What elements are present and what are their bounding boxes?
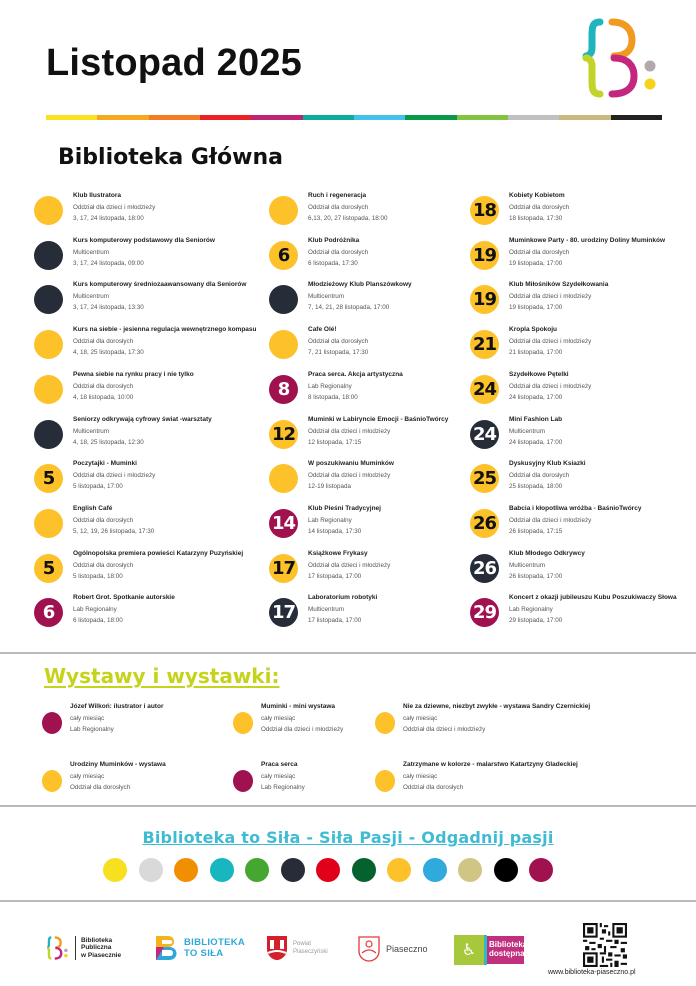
- date-badge: 17: [269, 598, 298, 627]
- color-stripe: [46, 115, 662, 120]
- color-swatch[interactable]: [139, 858, 163, 882]
- event-when: 12-19 listopada: [308, 483, 352, 491]
- event-place: Oddział dla dorosłych: [73, 338, 134, 346]
- event-place: Oddział dla dzieci i młodzieży: [509, 516, 592, 524]
- exhibition-when: cały miesiąc: [261, 715, 296, 722]
- event-item[interactable]: [470, 458, 696, 503]
- date-badge: 24: [470, 420, 499, 449]
- event-place: Multicentrum: [73, 427, 110, 435]
- stripe-segment: [457, 115, 508, 120]
- event-title: Kropla Spokoju: [509, 326, 558, 334]
- exhibition-when: cały miesiąc: [70, 715, 105, 722]
- event-place: Multicentrum: [73, 293, 110, 301]
- event-text: [73, 505, 154, 536]
- exhibition-place: Oddział dla dorosłych: [403, 784, 464, 791]
- event-title: Muminki w Labiryncie Emocji - BaśnioTwórcy: [308, 415, 449, 423]
- event-text: [509, 416, 562, 447]
- event-when: 17 listopada, 17:00: [308, 617, 362, 625]
- event-text: [509, 460, 586, 491]
- exhibition-text: [70, 703, 163, 734]
- event-text: [308, 505, 381, 536]
- exhibition-dot: [233, 770, 253, 792]
- date-badge: 19: [470, 285, 499, 314]
- event-place: Multicentrum: [509, 561, 546, 569]
- event-title: Cafe Olé!: [308, 326, 337, 334]
- biblioteka-to-sila-logo[interactable]: [154, 934, 245, 962]
- event-when: 8 listopada, 18:00: [308, 393, 358, 401]
- event-text: [308, 550, 390, 581]
- exhibition-item[interactable]: [375, 761, 615, 801]
- event-text: [509, 192, 569, 223]
- exhibition-dot: [375, 770, 395, 792]
- event-title: Kurs komputerowy podstawowy dla Seniorów: [73, 236, 215, 244]
- stripe-segment: [611, 115, 662, 120]
- stripe-segment: [354, 115, 405, 120]
- event-title: Kobiety Kobietom: [509, 192, 565, 199]
- event-text: [509, 550, 585, 581]
- event-place: Oddział dla dorosłych: [509, 204, 570, 211]
- powiat-logo[interactable]: [266, 935, 328, 961]
- stripe-segment: [251, 115, 302, 120]
- event-item[interactable]: [470, 369, 696, 414]
- date-badge: [269, 464, 298, 493]
- stripe-segment: [200, 115, 251, 120]
- event-place: Oddział dla dorosłych: [308, 204, 369, 211]
- event-text: [308, 594, 377, 625]
- event-text: [73, 237, 215, 268]
- event-place: Oddział dla dorosłych: [308, 338, 369, 346]
- event-text: [73, 594, 175, 625]
- date-badge: 12: [269, 420, 298, 449]
- divider: [0, 652, 696, 654]
- date-badge: [269, 330, 298, 359]
- event-item[interactable]: [470, 414, 696, 459]
- date-badge: [269, 196, 298, 225]
- event-when: 12 listopada, 17:15: [308, 438, 362, 446]
- event-place: Multicentrum: [308, 606, 345, 614]
- event-title: Seniorzy odkrywają cyfrowy świat -warsztaty: [73, 415, 212, 423]
- event-text: [308, 460, 394, 491]
- event-when: 26 listopada, 17:00: [509, 572, 563, 580]
- event-place: Oddział dla dzieci i młodzieży: [509, 382, 592, 390]
- page-title: Listopad 2025: [46, 42, 303, 84]
- b-letter-icon: [154, 934, 180, 962]
- dostepna-line-2: dostępna: [489, 949, 525, 958]
- wheelchair-icon: ♿: [454, 935, 484, 965]
- event-when: 6,13, 20, 27 listopada, 18:00: [308, 215, 388, 222]
- event-when: 19 listopada, 17:00: [509, 259, 563, 267]
- exhibition-title: Urodziny Muminków - wystawa: [70, 761, 166, 768]
- exhibition-text: [403, 703, 590, 734]
- stripe-segment: [303, 115, 354, 120]
- event-when: 7, 14, 21, 28 listopada, 17:00: [308, 304, 390, 312]
- powiat-text: [293, 940, 328, 956]
- date-badge: 26: [470, 509, 499, 538]
- footer: [0, 920, 696, 986]
- event-item[interactable]: [470, 548, 696, 593]
- exhibition-place: Lab Regionalny: [70, 726, 114, 733]
- date-badge: [34, 420, 63, 449]
- logo-separator: [75, 936, 76, 960]
- event-place: Oddział dla dorosłych: [509, 472, 570, 480]
- exhibition-text: [261, 703, 343, 734]
- dostepna-text: [487, 936, 528, 964]
- exhibition-title: Muminki - mini wystawa: [261, 703, 336, 710]
- event-text: [308, 192, 387, 223]
- event-when: 14 listopada, 17:30: [308, 527, 362, 535]
- event-item[interactable]: [34, 548, 274, 593]
- event-item[interactable]: [34, 279, 274, 324]
- date-badge: 5: [34, 464, 63, 493]
- event-text: [73, 281, 246, 312]
- date-badge: 18: [470, 196, 499, 225]
- bp-line-3: w Piasecznie: [81, 951, 122, 959]
- event-text: [73, 460, 155, 491]
- piaseczno-text: Piaseczno: [386, 944, 428, 954]
- powiat-line-2: Piaseczyński: [293, 949, 328, 955]
- event-place: Oddział dla dorosłych: [73, 561, 134, 569]
- event-place: Oddział dla dzieci i młodzieży: [308, 427, 391, 435]
- exhibition-when: cały miesiąc: [70, 773, 105, 780]
- event-place: Lab Regionalny: [73, 606, 117, 614]
- event-item[interactable]: [34, 369, 274, 414]
- event-title: Koncert z okazji jubileuszu Kubu Poszukiwaczy Słowa: [509, 594, 677, 602]
- date-badge: 21: [470, 330, 499, 359]
- event-item[interactable]: [470, 592, 696, 637]
- color-swatch[interactable]: [103, 858, 127, 882]
- exhibition-place: Oddział dla dzieci i młodzieży: [261, 726, 344, 733]
- date-badge: 8: [269, 375, 298, 404]
- event-place: Multicentrum: [73, 248, 110, 256]
- exhibition-dot: [233, 712, 253, 734]
- event-text: [509, 594, 677, 625]
- event-item[interactable]: [470, 279, 696, 324]
- date-badge: [34, 375, 63, 404]
- event-place: Lab Regionalny: [509, 606, 553, 614]
- event-text: [308, 237, 368, 268]
- event-place: Oddział dla dzieci i młodzieży: [308, 561, 391, 569]
- bp-logo-text: [81, 937, 121, 960]
- bts-line-1: BIBLIOTEKA: [184, 937, 246, 948]
- date-badge: [269, 285, 298, 314]
- event-place: Lab Regionalny: [308, 516, 352, 524]
- event-text: [308, 281, 412, 312]
- color-swatch[interactable]: [529, 858, 553, 882]
- event-when: 4, 18, 25 listopada, 17:30: [73, 349, 144, 357]
- event-place: Oddział dla dzieci i młodzieży: [73, 472, 156, 480]
- color-swatch[interactable]: [458, 858, 482, 882]
- color-swatch[interactable]: [174, 858, 198, 882]
- event-title: Laboratorium robotyki: [308, 594, 378, 602]
- date-badge: [34, 509, 63, 538]
- exhibition-title: Józef Wilkoń: ilustrator i autor: [70, 703, 164, 710]
- event-title: Klub Młodego Odkrywcy: [509, 549, 585, 557]
- date-badge: 29: [470, 598, 499, 627]
- event-when: 6 listopada, 18:00: [73, 617, 123, 625]
- date-badge: 26: [470, 554, 499, 583]
- divider: [0, 805, 696, 807]
- ram-crest-icon: [357, 935, 381, 963]
- event-item[interactable]: [470, 503, 696, 548]
- event-title: Mini Fashion Lab: [509, 415, 563, 423]
- event-when: 3, 17, 24 listopada, 18:00: [73, 215, 144, 222]
- event-title: Klub Miłośników Szydełkowania: [509, 281, 609, 289]
- event-text: [509, 371, 591, 402]
- event-title: English Café: [73, 504, 113, 512]
- stripe-segment: [559, 115, 610, 120]
- exhibition-place: Oddział dla dzieci i młodzieży: [403, 726, 486, 733]
- color-swatch[interactable]: [316, 858, 340, 882]
- event-text: [308, 326, 368, 357]
- event-text: [509, 326, 591, 357]
- event-when: 26 listopada, 17:15: [509, 527, 563, 535]
- event-title: Dyskusyjny Klub Ksiazki: [509, 460, 586, 468]
- event-when: 29 listopada, 17:00: [509, 617, 563, 625]
- date-badge: 17: [269, 554, 298, 583]
- piaseczno-logo[interactable]: [357, 935, 428, 963]
- date-badge: 14: [269, 509, 298, 538]
- exhibition-title: Zatrzymane w kolorze - malarstwo Katartzyny Gladeckiej: [403, 761, 578, 768]
- exhibition-title: Nie za dziewne, niezbyt zwykłe - wystawa Sandry Czernickiej: [403, 703, 591, 710]
- event-item[interactable]: [34, 324, 274, 369]
- event-title: W poszukiwaniu Muminków: [308, 460, 394, 468]
- exhibition-text: [261, 761, 305, 792]
- stripe-segment: [97, 115, 148, 120]
- event-text: [73, 371, 194, 402]
- color-swatch[interactable]: [387, 858, 411, 882]
- event-text: [73, 192, 155, 223]
- exhibition-text: [70, 761, 166, 792]
- event-when: 5 listopada, 18:00: [73, 572, 123, 580]
- stripe-segment: [405, 115, 456, 120]
- event-when: 3, 17, 24 listopada, 09:00: [73, 259, 144, 267]
- bts-logo-text: [184, 937, 245, 959]
- divider: [0, 900, 696, 902]
- date-badge: [34, 285, 63, 314]
- event-place: Oddział dla dzieci i młodzieży: [509, 293, 592, 301]
- exhibition-dot: [375, 712, 395, 734]
- event-title: Szydełkowe Pętelki: [509, 370, 569, 378]
- event-when: 7, 21 listopada, 17:30: [308, 349, 369, 357]
- event-text: [509, 505, 641, 536]
- event-title: Babcia i kłopotliwa wróżba - BaśnioTwórcy: [509, 504, 642, 512]
- stripe-segment: [46, 115, 97, 120]
- event-item[interactable]: [34, 592, 274, 637]
- event-when: 4, 18, 25 listopada, 12:30: [73, 438, 144, 446]
- event-text: [73, 550, 243, 581]
- event-when: 24 listopada, 17:00: [509, 438, 563, 446]
- biblioteka-publiczna-logo[interactable]: [46, 935, 121, 961]
- date-badge: 24: [470, 375, 499, 404]
- event-when: 18 listopada, 17:30: [509, 215, 563, 222]
- event-item[interactable]: [34, 190, 274, 235]
- date-badge: [34, 241, 63, 270]
- event-when: 19 listopada, 17:00: [509, 304, 563, 312]
- event-text: [509, 281, 608, 312]
- event-place: Oddział dla dorosłych: [509, 248, 570, 256]
- exhibition-when: cały miesiąc: [403, 773, 438, 780]
- color-swatch[interactable]: [494, 858, 518, 882]
- event-place: Lab Regionalny: [308, 382, 352, 390]
- event-text: [73, 326, 257, 357]
- event-place: Oddział dla dorosłych: [73, 382, 134, 390]
- event-text: [308, 371, 403, 402]
- event-place: Multicentrum: [509, 427, 546, 435]
- biblioteka-dostepna-logo[interactable]: [454, 935, 528, 965]
- event-item[interactable]: [34, 458, 274, 503]
- event-when: 3, 17, 24 listopada, 13:30: [73, 304, 144, 312]
- event-place: Oddział dla dzieci i młodzieży: [73, 204, 156, 211]
- event-item[interactable]: [470, 190, 696, 235]
- exhibition-when: cały miesiąc: [403, 715, 438, 722]
- event-when: 5 listopada, 17:00: [73, 483, 123, 491]
- bp-line-2: Publiczna: [81, 944, 112, 952]
- event-text: [73, 416, 212, 447]
- event-when: 6 listopada, 17:30: [308, 259, 358, 267]
- event-place: Multicentrum: [308, 293, 345, 301]
- color-swatches: [103, 858, 553, 882]
- event-text: [308, 416, 448, 447]
- event-place: Oddział dla dzieci i młodzieży: [308, 472, 391, 480]
- date-badge: 5: [34, 554, 63, 583]
- color-swatch[interactable]: [281, 858, 305, 882]
- event-title: Muminkowe Party - 80. urodziny Doliny Muminków: [509, 236, 666, 244]
- event-item[interactable]: [470, 324, 696, 369]
- event-when: 25 listopada, 18:00: [509, 483, 563, 491]
- event-title: Książkowe Frykasy: [308, 549, 368, 557]
- date-badge: 19: [470, 241, 499, 270]
- powiat-line-1: Powiat: [293, 941, 312, 947]
- date-badge: [34, 330, 63, 359]
- event-when: 24 listopada, 17:00: [509, 393, 563, 401]
- exhibition-dot: [42, 770, 62, 792]
- event-title: Ruch i regeneracja: [308, 192, 367, 199]
- library-logo-icon: [582, 18, 664, 98]
- event-when: 4, 18 listopada, 10:00: [73, 393, 134, 401]
- exhibition-dot: [42, 712, 62, 734]
- color-swatch[interactable]: [210, 858, 234, 882]
- event-place: Oddział dla dorosłych: [73, 516, 134, 524]
- website-url[interactable]: www.biblioteka-piaseczno.pl: [548, 969, 636, 976]
- dostepna-line-1: Biblioteka: [489, 940, 528, 949]
- event-when: 21 listopada, 17:00: [509, 349, 563, 357]
- library-logo-icon: [46, 935, 70, 961]
- event-title: Robert Grot. Spotkanie autorskie: [73, 594, 175, 602]
- coat-of-arms-icon: [266, 935, 288, 961]
- exhibition-place: Lab Regionalny: [261, 784, 305, 791]
- event-title: Klub Podróżnika: [308, 236, 360, 244]
- bts-line-2: TO SIŁA: [184, 948, 224, 959]
- date-badge: [34, 196, 63, 225]
- event-when: 5, 12, 19, 26 listopada, 17:30: [73, 527, 155, 535]
- event-item[interactable]: [470, 235, 696, 280]
- event-place: Oddział dla dorosłych: [308, 248, 369, 256]
- color-swatch[interactable]: [423, 858, 447, 882]
- event-title: Młodzieżowy Klub Planszówkowy: [308, 281, 412, 289]
- date-badge: 6: [269, 241, 298, 270]
- date-badge: 25: [470, 464, 499, 493]
- exhibition-title: Praca serca: [261, 761, 298, 768]
- event-title: Pewna siebie na rynku pracy i nie tylko: [73, 370, 194, 378]
- pasji-title[interactable]: Biblioteka to Siła - Siła Pasji - Odgadnij pasji: [142, 828, 554, 847]
- event-title: Klub Pieśni Tradycyjnej: [308, 504, 381, 512]
- event-item[interactable]: [34, 414, 274, 459]
- stripe-segment: [149, 115, 200, 120]
- section-title: Biblioteka Główna: [58, 145, 283, 170]
- qr-code-icon[interactable]: [583, 923, 627, 967]
- bp-line-1: Biblioteka: [81, 936, 113, 944]
- stripe-segment: [508, 115, 559, 120]
- event-when: 17 listopada, 17:00: [308, 572, 362, 580]
- event-title: Praca serca. Akcja artystyczna: [308, 370, 403, 378]
- event-title: Ogólnopolska premiera powieści Katarzyny Puzyńskiej: [73, 549, 244, 557]
- exhibition-item[interactable]: [375, 703, 615, 743]
- exhibitions-title: Wystawy i wystawki:: [44, 664, 280, 688]
- event-title: Kurs komputerowy średniozaawansowany dla Seniorów: [73, 281, 247, 289]
- color-swatch[interactable]: [245, 858, 269, 882]
- event-title: Kurs na siebie - jesienna regulacja wewnętrznego kompasu: [73, 326, 257, 334]
- exhibition-text: [403, 761, 578, 792]
- event-item[interactable]: [34, 503, 274, 548]
- color-swatch[interactable]: [352, 858, 376, 882]
- event-text: [509, 237, 665, 268]
- event-title: Poczytajki - Muminki: [73, 460, 137, 468]
- exhibition-place: Oddział dla dorosłych: [70, 784, 131, 791]
- date-badge: 6: [34, 598, 63, 627]
- exhibition-when: cały miesiąc: [261, 773, 296, 780]
- event-title: Klub Ilustratora: [73, 192, 122, 199]
- event-place: Oddział dla dzieci i młodzieży: [509, 338, 592, 346]
- event-item[interactable]: [34, 235, 274, 280]
